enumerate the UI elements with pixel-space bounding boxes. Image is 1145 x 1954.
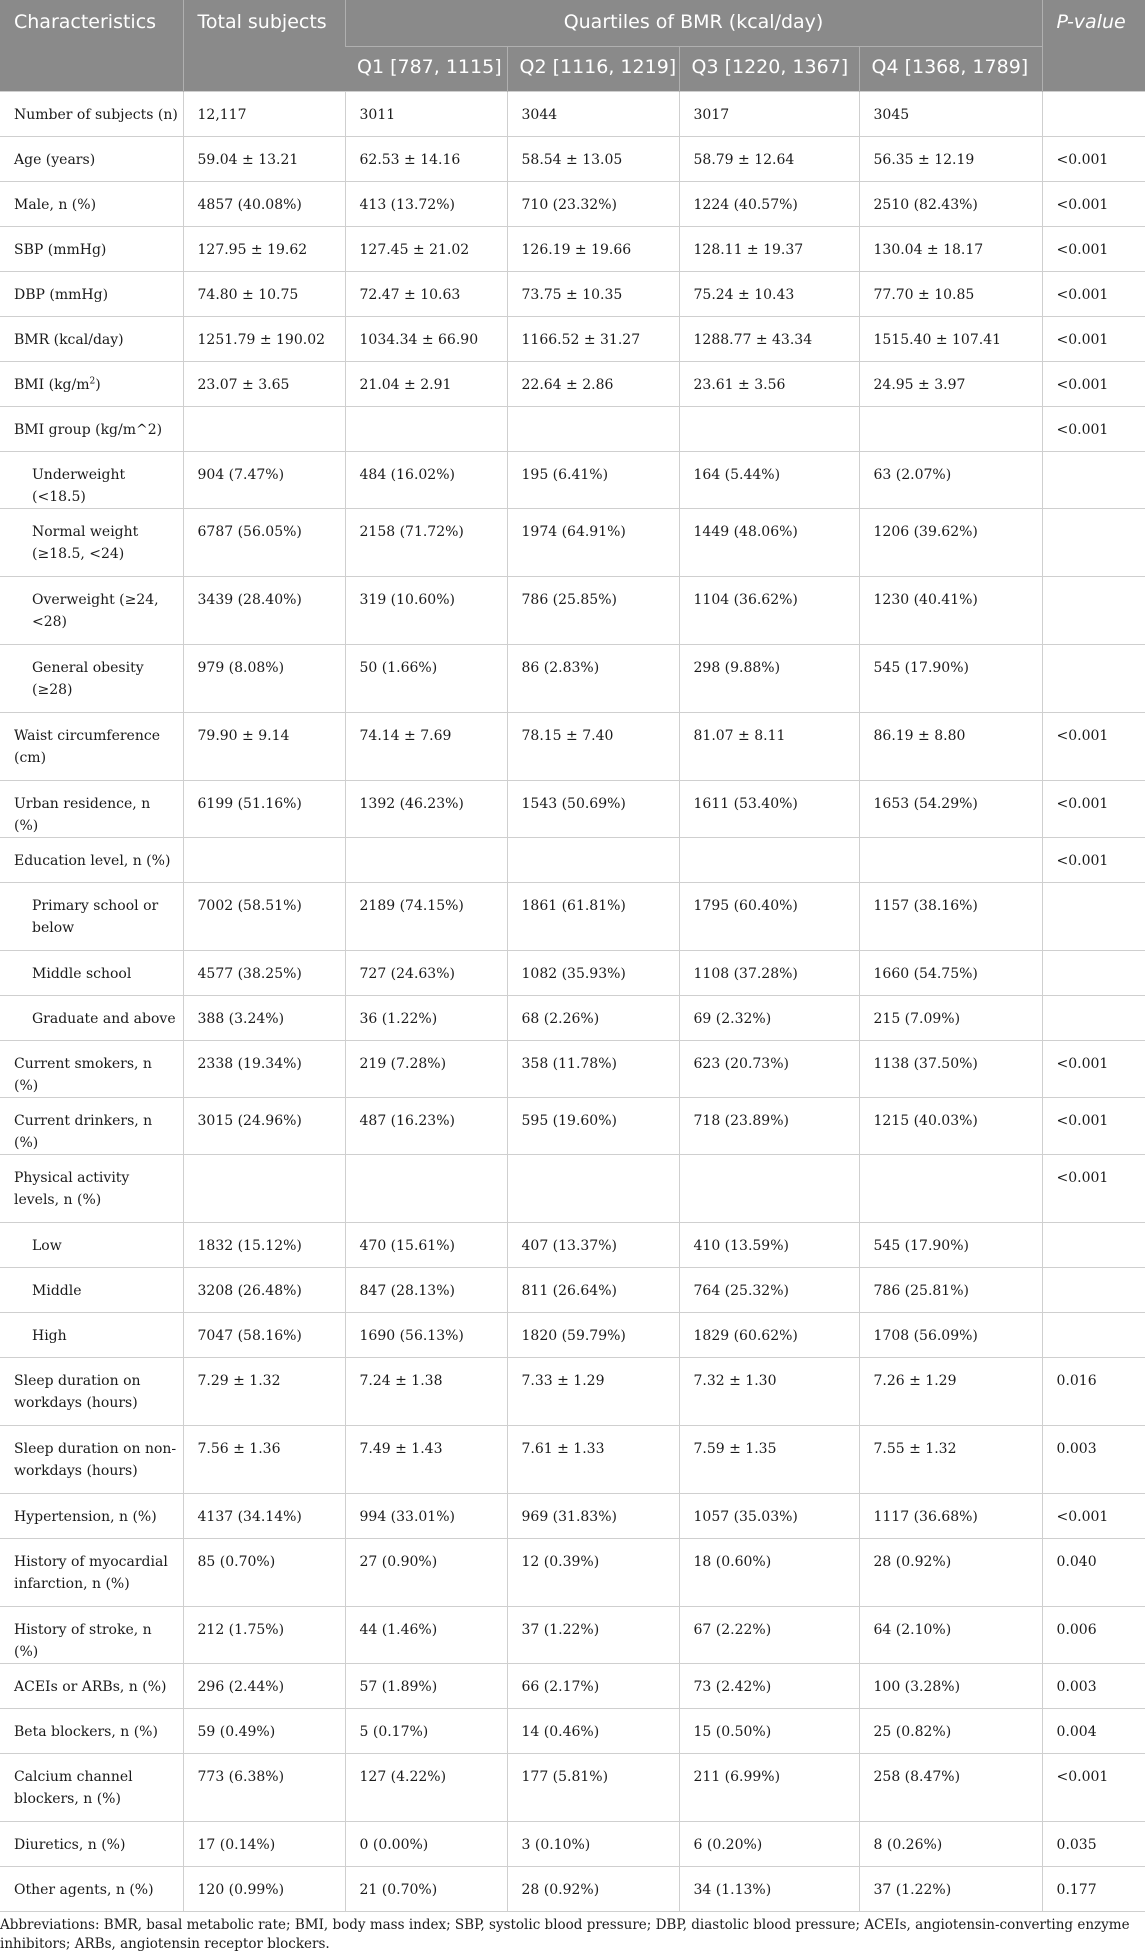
cell-q3: 69 (2.32%) — [679, 996, 859, 1041]
row-label: Middle school — [0, 951, 183, 996]
cell-p — [1042, 996, 1145, 1041]
cell-p: 0.177 — [1042, 1867, 1145, 1912]
row-label: Physical activity levels, n (%) — [0, 1155, 183, 1223]
cell-total: 74.80 ± 10.75 — [183, 272, 345, 317]
cell-q4: 1653 (54.29%) — [859, 781, 1042, 838]
cell-q2: 14 (0.46%) — [507, 1709, 679, 1754]
row-label: Underweight (<18.5) — [0, 452, 183, 509]
cell-q4: 786 (25.81%) — [859, 1268, 1042, 1313]
cell-q1: 1034.34 ± 66.90 — [345, 317, 507, 362]
cell-q2: 7.33 ± 1.29 — [507, 1358, 679, 1426]
cell-q4: 7.55 ± 1.32 — [859, 1426, 1042, 1494]
cell-q3: 7.32 ± 1.30 — [679, 1358, 859, 1426]
table-row — [0, 227, 1145, 272]
cell-total: 1251.79 ± 190.02 — [183, 317, 345, 362]
cell-q2: 358 (11.78%) — [507, 1041, 679, 1098]
cell-q2: 3044 — [507, 92, 679, 137]
cell-total: 1832 (15.12%) — [183, 1223, 345, 1268]
header-q3: Q3 [1220, 1367] — [679, 47, 859, 92]
cell-total: 904 (7.47%) — [183, 452, 345, 509]
row-label: Overweight (≥24, <28) — [0, 577, 183, 645]
cell-q4 — [859, 838, 1042, 883]
row-label: Primary school or below — [0, 883, 183, 951]
cell-q3: 623 (20.73%) — [679, 1041, 859, 1098]
row-label: SBP (mmHg) — [0, 227, 183, 272]
cell-q3: 1449 (48.06%) — [679, 509, 859, 577]
row-label: Diuretics, n (%) — [0, 1822, 183, 1867]
header-q4: Q4 [1368, 1789] — [859, 47, 1042, 92]
cell-total: 79.90 ± 9.14 — [183, 713, 345, 781]
row-label: Sleep duration on workdays (hours) — [0, 1358, 183, 1426]
cell-q2: 78.15 ± 7.40 — [507, 713, 679, 781]
table-row — [0, 1041, 1145, 1098]
table-row — [0, 362, 1145, 407]
row-label: Age (years) — [0, 137, 183, 182]
header-p-value: P-value — [1042, 0, 1145, 92]
table-header — [0, 0, 1145, 92]
row-label: Low — [0, 1223, 183, 1268]
row-label: Hypertension, n (%) — [0, 1494, 183, 1539]
cell-q2: 58.54 ± 13.05 — [507, 137, 679, 182]
cell-q4: 1117 (36.68%) — [859, 1494, 1042, 1539]
cell-p: 0.003 — [1042, 1426, 1145, 1494]
cell-p: 0.016 — [1042, 1358, 1145, 1426]
cell-q3: 1795 (60.40%) — [679, 883, 859, 951]
cell-total: 388 (3.24%) — [183, 996, 345, 1041]
cell-q2: 28 (0.92%) — [507, 1867, 679, 1912]
cell-q4: 28 (0.92%) — [859, 1539, 1042, 1607]
table-row — [0, 1426, 1145, 1494]
cell-q2: 786 (25.85%) — [507, 577, 679, 645]
cell-q4: 77.70 ± 10.85 — [859, 272, 1042, 317]
cell-q1: 36 (1.22%) — [345, 996, 507, 1041]
cell-total: 4857 (40.08%) — [183, 182, 345, 227]
row-label-text: BMI (kg/m — [14, 377, 90, 393]
row-label: Beta blockers, n (%) — [0, 1709, 183, 1754]
cell-total: 7002 (58.51%) — [183, 883, 345, 951]
cell-q3: 15 (0.50%) — [679, 1709, 859, 1754]
header-q2: Q2 [1116, 1219] — [507, 47, 679, 92]
header-q1: Q1 [787, 1115] — [345, 47, 507, 92]
cell-q1: 21.04 ± 2.91 — [345, 362, 507, 407]
table-row — [0, 951, 1145, 996]
cell-q3: 75.24 ± 10.43 — [679, 272, 859, 317]
cell-q2: 1543 (50.69%) — [507, 781, 679, 838]
cell-q1: 1690 (56.13%) — [345, 1313, 507, 1358]
table-row — [0, 713, 1145, 781]
cell-total: 12,117 — [183, 92, 345, 137]
cell-p: <0.001 — [1042, 713, 1145, 781]
cell-q1 — [345, 1155, 507, 1223]
table-row — [0, 509, 1145, 577]
cell-q1: 319 (10.60%) — [345, 577, 507, 645]
cell-total: 23.07 ± 3.65 — [183, 362, 345, 407]
cell-p — [1042, 577, 1145, 645]
cell-q1: 50 (1.66%) — [345, 645, 507, 713]
cell-q1: 27 (0.90%) — [345, 1539, 507, 1607]
table-row — [0, 1223, 1145, 1268]
cell-q1: 3011 — [345, 92, 507, 137]
cell-q2: 595 (19.60%) — [507, 1098, 679, 1155]
row-label-superscript: 2 — [89, 376, 96, 387]
cell-q4: 86.19 ± 8.80 — [859, 713, 1042, 781]
cell-q3: 73 (2.42%) — [679, 1664, 859, 1709]
cell-q2: 407 (13.37%) — [507, 1223, 679, 1268]
cell-total — [183, 838, 345, 883]
cell-q1: 413 (13.72%) — [345, 182, 507, 227]
table-row — [0, 1754, 1145, 1822]
cell-q3: 67 (2.22%) — [679, 1607, 859, 1664]
cell-p: <0.001 — [1042, 1155, 1145, 1223]
cell-q4: 25 (0.82%) — [859, 1709, 1042, 1754]
table-row — [0, 1822, 1145, 1867]
table-footnote: Abbreviations: BMR, basal metabolic rate; BMI, body mass index; SBP, systolic blood pressure; DBP, diastolic blood pressure; ACEIs, angiotensin-converting enzyme inhibitors; ARBs, angiotensin receptor blockers. — [0, 1917, 1130, 1952]
cell-total: 4137 (34.14%) — [183, 1494, 345, 1539]
cell-q4: 3045 — [859, 92, 1042, 137]
table-row — [0, 407, 1145, 452]
table-row — [0, 1494, 1145, 1539]
cell-q1: 219 (7.28%) — [345, 1041, 507, 1098]
cell-total — [183, 407, 345, 452]
table-row — [0, 137, 1145, 182]
cell-p: <0.001 — [1042, 182, 1145, 227]
cell-q2: 66 (2.17%) — [507, 1664, 679, 1709]
cell-q4: 64 (2.10%) — [859, 1607, 1042, 1664]
cell-total: 85 (0.70%) — [183, 1539, 345, 1607]
cell-q3: 6 (0.20%) — [679, 1822, 859, 1867]
cell-p: 0.040 — [1042, 1539, 1145, 1607]
cell-p — [1042, 1223, 1145, 1268]
table-row — [0, 1098, 1145, 1155]
table-row — [0, 1539, 1145, 1607]
cell-q4: 215 (7.09%) — [859, 996, 1042, 1041]
cell-total: 212 (1.75%) — [183, 1607, 345, 1664]
table-row — [0, 1867, 1145, 1912]
row-label: History of stroke, n (%) — [0, 1607, 183, 1664]
cell-q4: 130.04 ± 18.17 — [859, 227, 1042, 272]
cell-q3: 1288.77 ± 43.34 — [679, 317, 859, 362]
header-total-subjects: Total subjects — [183, 0, 345, 92]
cell-q2: 126.19 ± 19.66 — [507, 227, 679, 272]
cell-q1: 994 (33.01%) — [345, 1494, 507, 1539]
row-label: Education level, n (%) — [0, 838, 183, 883]
cell-q1: 487 (16.23%) — [345, 1098, 507, 1155]
cell-q1 — [345, 838, 507, 883]
cell-q3: 1108 (37.28%) — [679, 951, 859, 996]
row-label: Other agents, n (%) — [0, 1867, 183, 1912]
cell-total: 6787 (56.05%) — [183, 509, 345, 577]
table-row — [0, 1358, 1145, 1426]
cell-q1: 1392 (46.23%) — [345, 781, 507, 838]
table-row — [0, 452, 1145, 509]
cell-q3: 164 (5.44%) — [679, 452, 859, 509]
cell-p — [1042, 1268, 1145, 1313]
cell-q1: 470 (15.61%) — [345, 1223, 507, 1268]
table-row — [0, 577, 1145, 645]
cell-q4: 24.95 ± 3.97 — [859, 362, 1042, 407]
cell-q2: 1820 (59.79%) — [507, 1313, 679, 1358]
cell-p — [1042, 1313, 1145, 1358]
row-label: Graduate and above — [0, 996, 183, 1041]
cell-q2 — [507, 1155, 679, 1223]
row-label-tail: ) — [95, 377, 101, 393]
cell-q1 — [345, 407, 507, 452]
cell-q4: 100 (3.28%) — [859, 1664, 1042, 1709]
row-label: Male, n (%) — [0, 182, 183, 227]
cell-q3: 3017 — [679, 92, 859, 137]
cell-total: 773 (6.38%) — [183, 1754, 345, 1822]
table-row — [0, 272, 1145, 317]
cell-total — [183, 1155, 345, 1223]
cell-q2: 1861 (61.81%) — [507, 883, 679, 951]
header-quartiles: Quartiles of BMR (kcal/day) — [345, 0, 1042, 47]
cell-total: 7.29 ± 1.32 — [183, 1358, 345, 1426]
cell-p: <0.001 — [1042, 838, 1145, 883]
cell-q2: 37 (1.22%) — [507, 1607, 679, 1664]
cell-p: <0.001 — [1042, 362, 1145, 407]
cell-q3: 298 (9.88%) — [679, 645, 859, 713]
row-label: Number of subjects (n) — [0, 92, 183, 137]
cell-q4: 1138 (37.50%) — [859, 1041, 1042, 1098]
table-row — [0, 1607, 1145, 1664]
cell-q2: 710 (23.32%) — [507, 182, 679, 227]
cell-q2: 1082 (35.93%) — [507, 951, 679, 996]
cell-p — [1042, 645, 1145, 713]
cell-p: 0.003 — [1042, 1664, 1145, 1709]
table-row — [0, 781, 1145, 838]
cell-q4: 1206 (39.62%) — [859, 509, 1042, 577]
cell-q2: 73.75 ± 10.35 — [507, 272, 679, 317]
cell-q1: 74.14 ± 7.69 — [345, 713, 507, 781]
cell-p: <0.001 — [1042, 781, 1145, 838]
cell-q1: 127 (4.22%) — [345, 1754, 507, 1822]
cell-q2: 969 (31.83%) — [507, 1494, 679, 1539]
cell-q2 — [507, 838, 679, 883]
cell-q1: 57 (1.89%) — [345, 1664, 507, 1709]
cell-total: 7047 (58.16%) — [183, 1313, 345, 1358]
cell-total: 3208 (26.48%) — [183, 1268, 345, 1313]
cell-q3: 58.79 ± 12.64 — [679, 137, 859, 182]
table-row — [0, 996, 1145, 1041]
cell-p: 0.006 — [1042, 1607, 1145, 1664]
cell-q3: 1104 (36.62%) — [679, 577, 859, 645]
cell-q4: 1157 (38.16%) — [859, 883, 1042, 951]
cell-p — [1042, 509, 1145, 577]
cell-q3: 1611 (53.40%) — [679, 781, 859, 838]
row-label: History of myocardial infarction, n (%) — [0, 1539, 183, 1607]
cell-q3 — [679, 407, 859, 452]
row-label: Urban residence, n (%) — [0, 781, 183, 838]
cell-q2: 68 (2.26%) — [507, 996, 679, 1041]
header-row — [0, 0, 1145, 47]
cell-p: <0.001 — [1042, 1494, 1145, 1539]
cell-q4: 545 (17.90%) — [859, 645, 1042, 713]
cell-p — [1042, 951, 1145, 996]
cell-total: 3439 (28.40%) — [183, 577, 345, 645]
cell-q1: 127.45 ± 21.02 — [345, 227, 507, 272]
cell-q3: 410 (13.59%) — [679, 1223, 859, 1268]
cell-q3: 1829 (60.62%) — [679, 1313, 859, 1358]
cell-p: <0.001 — [1042, 272, 1145, 317]
cell-q4 — [859, 1155, 1042, 1223]
table-row — [0, 1709, 1145, 1754]
cell-q1: 7.49 ± 1.43 — [345, 1426, 507, 1494]
row-label: Normal weight (≥18.5, <24) — [0, 509, 183, 577]
cell-q3: 211 (6.99%) — [679, 1754, 859, 1822]
cell-total: 17 (0.14%) — [183, 1822, 345, 1867]
row-label: Middle — [0, 1268, 183, 1313]
cell-q4: 545 (17.90%) — [859, 1223, 1042, 1268]
row-label: Waist circumference (cm) — [0, 713, 183, 781]
cell-q3: 764 (25.32%) — [679, 1268, 859, 1313]
row-label: High — [0, 1313, 183, 1358]
row-label — [0, 362, 183, 407]
row-label: Sleep duration on non-workdays (hours) — [0, 1426, 183, 1494]
cell-q2 — [507, 407, 679, 452]
cell-q3: 34 (1.13%) — [679, 1867, 859, 1912]
cell-q3 — [679, 838, 859, 883]
cell-p: 0.004 — [1042, 1709, 1145, 1754]
cell-q1: 727 (24.63%) — [345, 951, 507, 996]
cell-q4: 8 (0.26%) — [859, 1822, 1042, 1867]
cell-total: 2338 (19.34%) — [183, 1041, 345, 1098]
cell-q3: 81.07 ± 8.11 — [679, 713, 859, 781]
table-body — [0, 92, 1145, 1912]
row-label: Current drinkers, n (%) — [0, 1098, 183, 1155]
row-label: Calcium channel blockers, n (%) — [0, 1754, 183, 1822]
cell-p — [1042, 452, 1145, 509]
cell-p: <0.001 — [1042, 407, 1145, 452]
cell-q3: 718 (23.89%) — [679, 1098, 859, 1155]
row-label: DBP (mmHg) — [0, 272, 183, 317]
cell-q1: 847 (28.13%) — [345, 1268, 507, 1313]
cell-q1: 0 (0.00%) — [345, 1822, 507, 1867]
cell-q1: 21 (0.70%) — [345, 1867, 507, 1912]
cell-q4: 1708 (56.09%) — [859, 1313, 1042, 1358]
cell-total: 7.56 ± 1.36 — [183, 1426, 345, 1494]
row-label: General obesity (≥28) — [0, 645, 183, 713]
cell-total: 979 (8.08%) — [183, 645, 345, 713]
row-label: BMR (kcal/day) — [0, 317, 183, 362]
row-label: ACEIs or ARBs, n (%) — [0, 1664, 183, 1709]
cell-q1: 7.24 ± 1.38 — [345, 1358, 507, 1426]
cell-total: 59.04 ± 13.21 — [183, 137, 345, 182]
cell-q3: 18 (0.60%) — [679, 1539, 859, 1607]
table-row — [0, 1268, 1145, 1313]
cell-q4: 1215 (40.03%) — [859, 1098, 1042, 1155]
cell-q1: 484 (16.02%) — [345, 452, 507, 509]
row-label: BMI group (kg/m^2) — [0, 407, 183, 452]
table-row — [0, 1313, 1145, 1358]
cell-p: <0.001 — [1042, 1754, 1145, 1822]
cell-total: 120 (0.99%) — [183, 1867, 345, 1912]
table-row — [0, 838, 1145, 883]
cell-q2: 3 (0.10%) — [507, 1822, 679, 1867]
cell-q4: 258 (8.47%) — [859, 1754, 1042, 1822]
cell-q1: 44 (1.46%) — [345, 1607, 507, 1664]
cell-q3: 23.61 ± 3.56 — [679, 362, 859, 407]
cell-p: <0.001 — [1042, 137, 1145, 182]
cell-total: 59 (0.49%) — [183, 1709, 345, 1754]
cell-q4: 56.35 ± 12.19 — [859, 137, 1042, 182]
cell-q4: 7.26 ± 1.29 — [859, 1358, 1042, 1426]
cell-p: <0.001 — [1042, 1098, 1145, 1155]
table-row — [0, 317, 1145, 362]
table-row — [0, 645, 1145, 713]
cell-q3: 7.59 ± 1.35 — [679, 1426, 859, 1494]
cell-q3: 128.11 ± 19.37 — [679, 227, 859, 272]
table-row — [0, 1155, 1145, 1223]
cell-q1: 2158 (71.72%) — [345, 509, 507, 577]
cell-p: <0.001 — [1042, 227, 1145, 272]
cell-q1: 5 (0.17%) — [345, 1709, 507, 1754]
table-row — [0, 1664, 1145, 1709]
cell-q2: 86 (2.83%) — [507, 645, 679, 713]
cell-p: 0.035 — [1042, 1822, 1145, 1867]
cell-q4: 37 (1.22%) — [859, 1867, 1042, 1912]
cell-total: 4577 (38.25%) — [183, 951, 345, 996]
cell-total: 127.95 ± 19.62 — [183, 227, 345, 272]
cell-q4: 2510 (82.43%) — [859, 182, 1042, 227]
cell-q2: 195 (6.41%) — [507, 452, 679, 509]
cell-q2: 811 (26.64%) — [507, 1268, 679, 1313]
cell-q2: 12 (0.39%) — [507, 1539, 679, 1607]
cell-p — [1042, 883, 1145, 951]
cell-p: <0.001 — [1042, 317, 1145, 362]
cell-q2: 7.61 ± 1.33 — [507, 1426, 679, 1494]
cell-q1: 72.47 ± 10.63 — [345, 272, 507, 317]
cell-total: 3015 (24.96%) — [183, 1098, 345, 1155]
cell-q3: 1224 (40.57%) — [679, 182, 859, 227]
table-row — [0, 883, 1145, 951]
cell-q4: 1660 (54.75%) — [859, 951, 1042, 996]
cell-total: 6199 (51.16%) — [183, 781, 345, 838]
cell-q4: 63 (2.07%) — [859, 452, 1042, 509]
cell-q4: 1515.40 ± 107.41 — [859, 317, 1042, 362]
cell-q4 — [859, 407, 1042, 452]
cell-q2: 177 (5.81%) — [507, 1754, 679, 1822]
cell-q2: 1166.52 ± 31.27 — [507, 317, 679, 362]
cell-q3 — [679, 1155, 859, 1223]
cell-q2: 1974 (64.91%) — [507, 509, 679, 577]
cell-q3: 1057 (35.03%) — [679, 1494, 859, 1539]
header-characteristics: Characteristics — [0, 0, 183, 92]
cell-p: <0.001 — [1042, 1041, 1145, 1098]
cell-total: 296 (2.44%) — [183, 1664, 345, 1709]
table-row — [0, 182, 1145, 227]
cell-q2: 22.64 ± 2.86 — [507, 362, 679, 407]
cell-q1: 2189 (74.15%) — [345, 883, 507, 951]
cell-q4: 1230 (40.41%) — [859, 577, 1042, 645]
cell-q1: 62.53 ± 14.16 — [345, 137, 507, 182]
table-row — [0, 92, 1145, 137]
row-label: Current smokers, n (%) — [0, 1041, 183, 1098]
cell-p — [1042, 92, 1145, 137]
